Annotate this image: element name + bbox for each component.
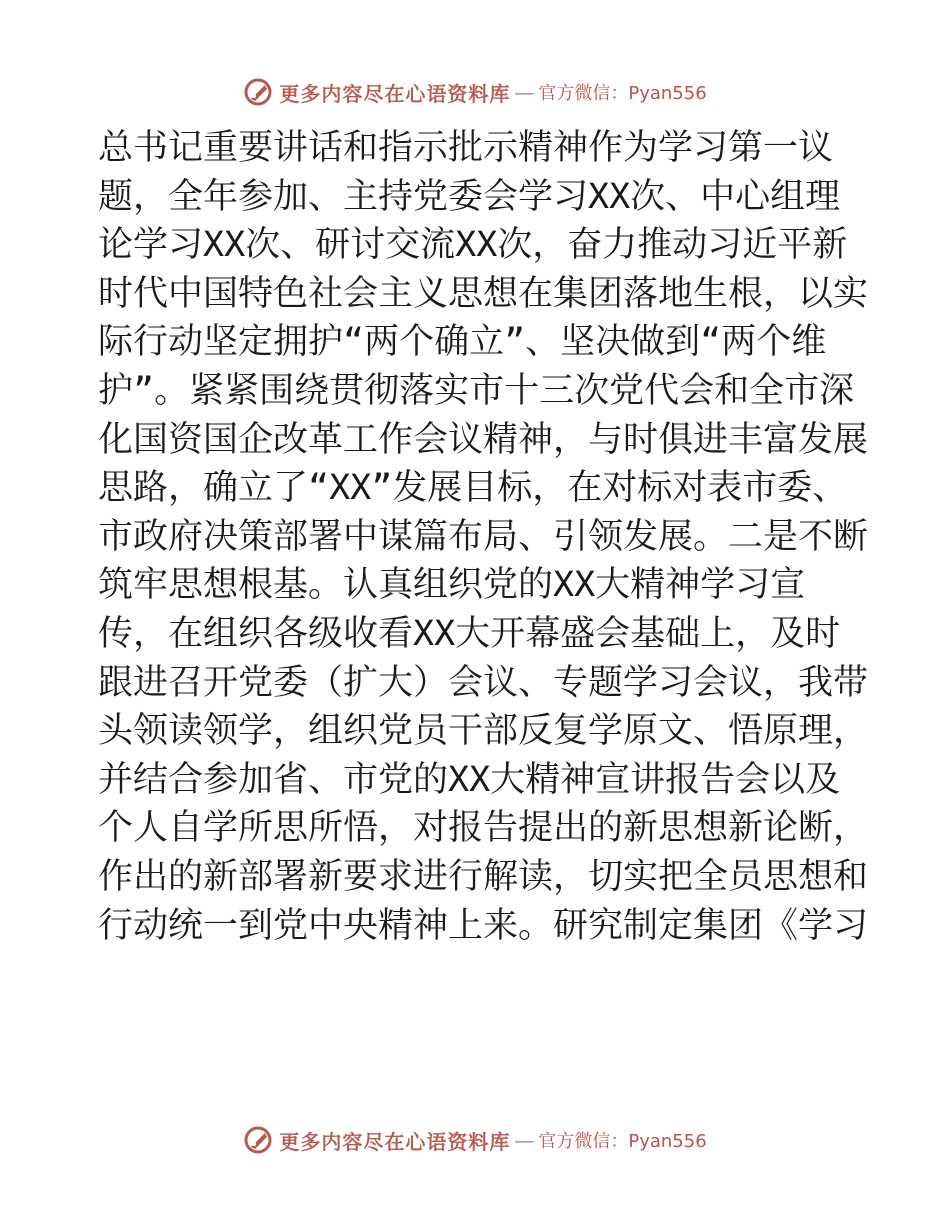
text-line: 并结合参加省、市党的XX大精神宣讲报告会以及: [98, 759, 841, 800]
banner-dash: —: [514, 80, 535, 104]
text-line: 论学习XX次、研讨交流XX次，奋力推动习近平新: [98, 225, 848, 266]
text-line: 行动统一到党中央精神上来。研究制定集团《学习: [98, 905, 869, 946]
text-line: 思路，确立了“XX”发展目标，在对标对表市委、: [98, 468, 848, 509]
header-watermark-banner: [0, 72, 950, 112]
footer-watermark-banner: [0, 1120, 950, 1160]
text-line: 题，全年参加、主持党委会学习XX次、中心组理: [98, 176, 841, 217]
text-line: 跟进召开党委（扩大）会议、专题学习会议，我带: [98, 662, 869, 703]
text-line: 头领读领学，组织党员干部反复学原文、悟原理，: [98, 711, 869, 752]
banner-brand-text: 更多内容尽在心语资料库: [279, 1129, 511, 1154]
quill-logo-icon: [243, 1125, 273, 1155]
banner-wechat-text: 官方微信：Pyan556: [538, 1131, 707, 1152]
text-line: 总书记重要讲话和指示批示精神作为学习第一议: [98, 128, 834, 168]
banner-brand-text: 更多内容尽在心语资料库: [279, 81, 511, 106]
text-line: 个人自学所思所悟，对报告提出的新思想新论断，: [98, 808, 869, 849]
text-line: 化国资国企改革工作会议精神，与时俱进丰富发展: [98, 419, 869, 460]
text-line: 际行动坚定拥护“两个确立”、坚决做到“两个维: [98, 322, 827, 363]
banner-wechat-text: 官方微信：Pyan556: [538, 83, 707, 104]
text-line: 市政府决策部署中谋篇布局、引领发展。二是不断: [98, 516, 869, 557]
text-line: 筑牢思想根基。认真组织党的XX大精神学习宣: [98, 565, 806, 606]
quill-logo-icon: [243, 77, 273, 107]
text-line: 传，在组织各级收看XX大开幕盛会基础上，及时: [98, 613, 841, 654]
text-line: 时代中国特色社会主义思想在集团落地生根，以实: [98, 273, 869, 314]
document-body: [98, 124, 869, 950]
text-line: 作出的新部署新要求进行解读，切实把全员思想和: [98, 856, 869, 897]
text-line: 护”。紧紧围绕贯彻落实市十三次党代会和全市深: [98, 370, 855, 411]
banner-dash: —: [514, 1128, 535, 1152]
